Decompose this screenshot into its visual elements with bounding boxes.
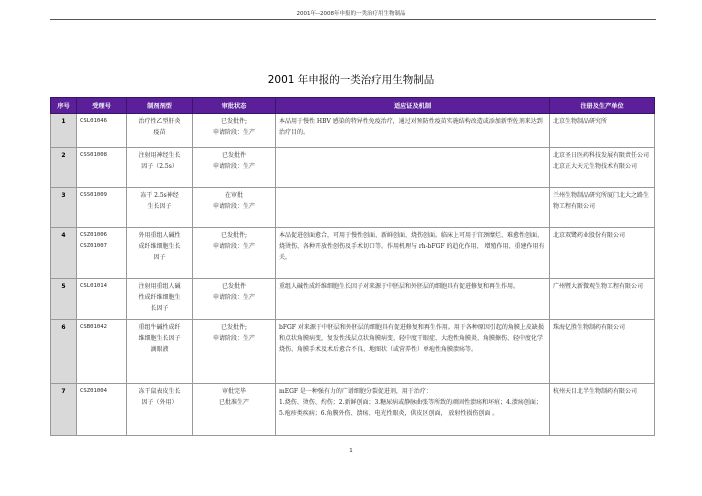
table-row — [51, 320, 655, 384]
page-number: 1 — [349, 448, 353, 454]
row-status: 已发批件; 申请阶段：生产 — [193, 114, 276, 148]
row-indication: 本品用于慢性 HBV 感染的特异性免疫治疗，通过对预防性疫苗实施结构改造或添加新型佐剂来达到治疗目的。 — [276, 114, 550, 148]
column-header-status: 审批状态 — [193, 98, 276, 114]
row-seq: 3 — [51, 188, 77, 228]
row-code: CSS01009 — [77, 188, 127, 228]
row-indication: 本品促进创面愈合，可用于慢性创面、新鲜创面、烧伤创面。临床上可用于宫颈糜烂、难愈性创面、烧烫伤、各种开放性创伤及手术切口等。作用机理与 rh-bFGF 的趋化作用、 增殖作用、重建作用有关。 — [276, 228, 550, 279]
row-unit: 北京圣日医药科技发展有限责任公司北京正大天元生物技术有限公司 — [550, 148, 655, 188]
row-seq: 4 — [51, 228, 77, 279]
column-header-seq: 序号 — [51, 98, 77, 114]
document-title: 2001 年申报的一类治疗用生物制品 — [267, 74, 435, 86]
row-seq: 7 — [51, 384, 77, 436]
row-seq: 2 — [51, 148, 77, 188]
running-head: 2001年--2008年申报的一类治疗用生物制品 — [296, 11, 406, 17]
row-form: 外用重组人碱性 成纤维细胞生长 因子 — [127, 228, 193, 279]
row-seq: 5 — [51, 279, 77, 320]
row-indication — [276, 188, 550, 228]
column-header-unit: 注册及生产单位 — [550, 98, 655, 114]
row-indication: 重组人碱性成纤维细胞生长因子对来源于中胚层和外胚层的细胞具有促进修复和再生作用。 — [276, 279, 550, 320]
row-form: 重组牛碱性成纤 维细胞生长因子 滴眼液 — [127, 320, 193, 384]
row-form: 治疗性乙型肝炎 疫苗 — [127, 114, 193, 148]
row-seq: 6 — [51, 320, 77, 384]
row-code: CSB01042 — [77, 320, 127, 384]
row-unit: 杭州天目北半生物制药有限公司 — [550, 384, 655, 436]
table-row — [51, 188, 655, 228]
row-form: 冻干 2.5s神经 生长因子 — [127, 188, 193, 228]
row-unit: 北京生物制品研究所 — [550, 114, 655, 148]
row-status: 已发批件 申请阶段：生产 — [193, 148, 276, 188]
table-row — [51, 228, 655, 279]
row-code: CSL01046 — [77, 114, 127, 148]
row-form: 注射用重组人碱 性成纤维细胞生 长因子 — [127, 279, 193, 320]
table-row — [51, 148, 655, 188]
row-status: 审批完毕 已批准生产 — [193, 384, 276, 436]
row-code: CSZ01004 — [77, 384, 127, 436]
column-header-code: 受理号 — [77, 98, 127, 114]
row-form: 冻干鼠表皮生长 因子（外用） — [127, 384, 193, 436]
row-code: CSS01008 — [77, 148, 127, 188]
products-table-wrapper — [50, 97, 654, 436]
table-header-row — [51, 98, 655, 114]
table-row — [51, 384, 655, 436]
row-status: 已发批件; 申请阶段：生产 — [193, 320, 276, 384]
row-status: 已发批件; 申请阶段：生产 — [193, 228, 276, 279]
header-rule — [50, 19, 656, 20]
row-code: CSZ01006 CSZ01007 — [77, 228, 127, 279]
column-header-indication: 适应证及机制 — [276, 98, 550, 114]
row-code: CSL01014 — [77, 279, 127, 320]
row-indication: mEGF 是一种强有力的广谱细胞分裂促进剂，用于治疗： 1.烧伤、烫伤、灼伤；2.新鲜创面；3.糖尿病或静脉曲张等所致的顽固性溃疡和坏疽；4.溃疡创面；5.疱疹类疾病；6.角膜外伤、溃疡、电光性眼炎，供皮区创面， 放射性损伤创面 。 — [276, 384, 550, 436]
row-unit: 兰州生物制品研究所厦门北大之路生物工程有限公司 — [550, 188, 655, 228]
column-header-form: 制剂剂型 — [127, 98, 193, 114]
row-seq: 1 — [51, 114, 77, 148]
row-indication: bFGF 对来源于中胚层和外胚层的细胞具有促进修复和再生作用。用于各种原因引起的角膜上皮缺损和点状角膜病变，复发性浅层点状角膜病变、轻中度干眼症、大泡性角膜炎、角膜擦伤、轻中度化学烧伤、角膜手术及术后愈合不良、地图状（或营养性）单疱性角膜溃疡等。 — [276, 320, 550, 384]
products-table — [50, 97, 655, 436]
table-row — [51, 114, 655, 148]
row-status: 在审批 申请阶段：生产 — [193, 188, 276, 228]
row-unit: 北京双鹭药业股份有限公司 — [550, 228, 655, 279]
row-status: 已发批件 申请阶段：生产 — [193, 279, 276, 320]
row-unit: 珠海亿胜生物制药有限公司 — [550, 320, 655, 384]
row-form: 注射用神经生长 因子（2.5s） — [127, 148, 193, 188]
row-indication — [276, 148, 550, 188]
table-row — [51, 279, 655, 320]
row-unit: 广州暨大新微观生物工程有限公司 — [550, 279, 655, 320]
